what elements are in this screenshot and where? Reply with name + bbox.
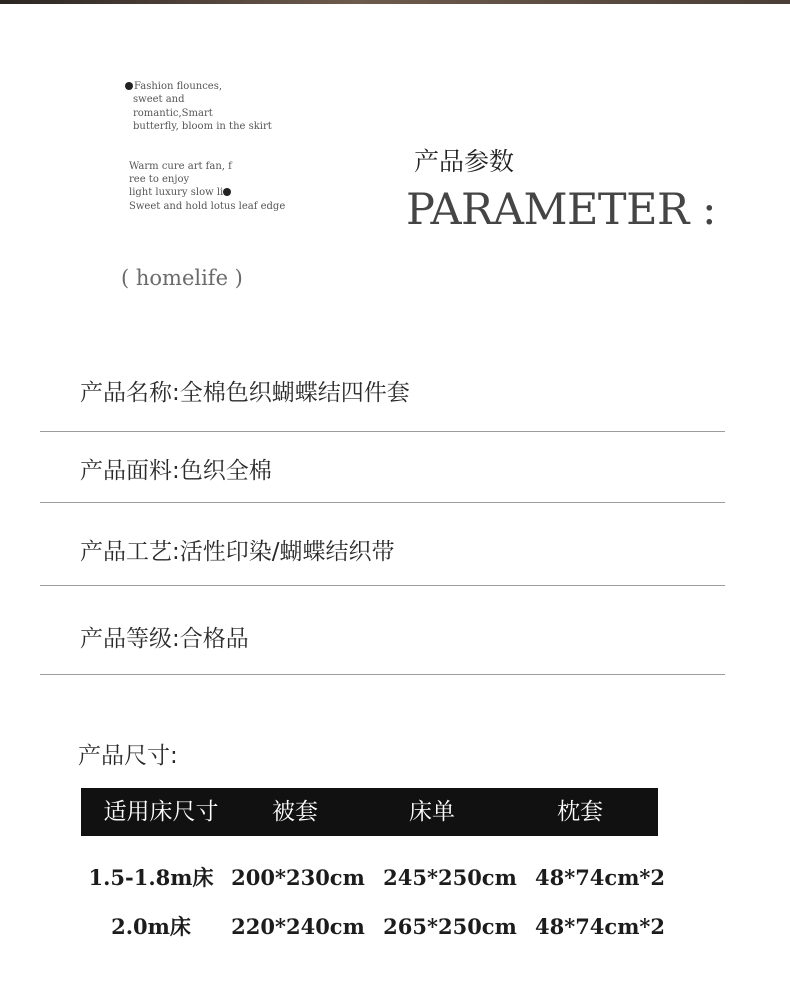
property-label: 产品工艺: [80, 539, 180, 565]
intro-line: Sweet and hold lotus leaf edge [129, 200, 286, 212]
top-accent-bar [0, 0, 790, 4]
intro-line: romantic,Smart [133, 107, 213, 119]
property-value: 活性印染/蝴蝶结织带 [179, 539, 395, 565]
property-label: 产品面料: [80, 458, 180, 484]
brand-homelife: ( homelife ) [121, 266, 243, 290]
header-duvet-cover: 被套 [272, 799, 318, 825]
intro-line: sweet and [133, 94, 185, 106]
property-fabric [80, 452, 272, 485]
divider [40, 674, 725, 675]
property-grade [80, 620, 249, 653]
cell-bed-sheet: 245*250cm [383, 865, 517, 890]
bullet-dot-icon [125, 82, 133, 90]
intro-block-2 [125, 160, 325, 214]
property-label: 产品等级: [80, 626, 180, 652]
property-value: 色织全棉 [179, 458, 272, 484]
cell-pillowcase: 48*74cm*2 [534, 914, 666, 939]
property-craft [80, 533, 395, 566]
parameter-title-en: PARAMETER : [406, 185, 716, 235]
intro-line: light luxury slow li [129, 186, 325, 199]
intro-text [125, 80, 325, 213]
cell-bed-size: 2.0m床 [111, 914, 191, 939]
intro-line: ree to enjoy [129, 174, 190, 186]
size-table-header [81, 788, 658, 836]
property-value: 全棉色织蝴蝶结四件套 [179, 380, 410, 406]
cell-bed-sheet: 265*250cm [383, 914, 517, 939]
property-label: 产品名称: [80, 380, 180, 406]
intro-block-1 [125, 80, 325, 134]
bullet-dot-icon [223, 188, 231, 196]
size-heading: 产品尺寸: [78, 743, 178, 769]
cell-duvet-cover: 220*240cm [231, 914, 365, 939]
property-name [80, 374, 410, 407]
cell-pillowcase: 48*74cm*2 [534, 865, 666, 890]
table-row [81, 910, 681, 944]
divider [40, 431, 725, 432]
cell-bed-size: 1.5-1.8m床 [88, 865, 214, 890]
intro-line: Warm cure art fan, f [129, 160, 232, 172]
intro-line: butterfly, bloom in the skirt [133, 121, 272, 133]
property-value: 合格品 [179, 626, 249, 652]
intro-line: Fashion flounces, [125, 80, 325, 93]
header-bed-sheet: 床单 [409, 799, 455, 825]
header-bed-size: 适用床尺寸 [103, 799, 219, 825]
cell-duvet-cover: 200*230cm [231, 865, 365, 890]
parameter-title-cn: 产品参数 [414, 147, 515, 176]
table-row [81, 861, 681, 895]
header-pillowcase: 枕套 [557, 799, 603, 825]
divider [40, 502, 725, 503]
divider [40, 585, 725, 586]
